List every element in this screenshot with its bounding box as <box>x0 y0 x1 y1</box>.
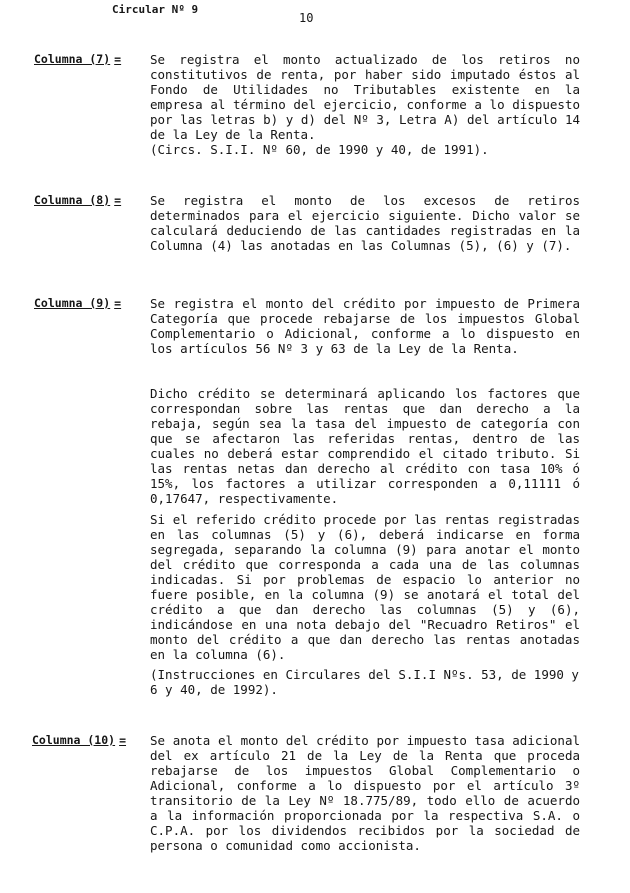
equals-sign: = <box>119 733 127 747</box>
section-label-columna-7 <box>34 52 121 66</box>
section-label-text: Columna (8) <box>34 193 111 207</box>
section-7-citation: (Circs. S.I.I. Nº 60, de 1990 y 40, de 1991). <box>150 142 489 157</box>
equals-sign: = <box>114 296 122 310</box>
section-10-paragraph-1: Se anota el monto del crédito por impuesto tasa adicional del ex artículo 21 de la Ley de la Renta que proceda rebajarse de los impuestos Global Complementario o Adicional, conforme a lo dispuesto por el artículo 3º transitorio de la Ley Nº 18.775/89, todo ello de acuerdo a la información proporcionada por la respectiva S.A. o C.P.A. por los dividendos recibidos por la sociedad de persona o comunidad como accionista. <box>150 733 580 853</box>
section-label-text: Columna (10) <box>32 733 116 747</box>
section-9-paragraph-1: Se registra el monto del crédito por impuesto de Primera Categoría que procede rebajarse de los impuestos Global Complementario o Adicional, conforme a lo dispuesto en los artículos 56 Nº 3 y 63 de la Ley de la Renta. <box>150 296 580 356</box>
equals-sign: = <box>114 193 122 207</box>
page-number: 10 <box>299 11 314 25</box>
section-label-text: Columna (7) <box>34 52 111 66</box>
section-9-paragraph-3: Si el referido crédito procede por las rentas registradas en las columnas (5) y (6), deberá indicarse en forma segregada, separando la columna (9) para anotar el monto del crédito que corresponda a cada una de las columnas indicadas. Si por problemas de espacio lo anterior no fuere posible, en la columna (9) se anotará el total del crédito a que dan derecho las columnas (5) y (6), indicándose en una nota debajo del "Recuadro Retiros" el monto del crédito a que dan derecho las rentas anotadas en la columna (6). <box>150 512 580 662</box>
section-label-columna-10 <box>32 733 126 747</box>
section-9-paragraph-2: Dicho crédito se determinará aplicando los factores que correspondan sobre las rentas que dan derecho a la rebaja, según sea la tasa del impuesto de categoría con que se afectaron las referidas rentas, dentro de las cuales no deberá estar comprendido el citado tributo. Si las rentas netas dan derecho al crédito con tasa 10% ó 15%, los factores a utilizar corresponden a 0,11111 ó 0,17647, respectivamente. <box>150 386 580 506</box>
section-7-paragraph-1: Se registra el monto actualizado de los retiros no constitutivos de renta, por haber sido imputado éstos al Fondo de Utilidades no Tributables existente en la empresa al término del ejercicio, conforme a lo dispuesto por las letras b) y d) del Nº 3, Letra A) del artículo 14 de la Ley de la Renta. <box>150 52 580 142</box>
section-8-paragraph-1: Se registra el monto de los excesos de retiros determinados para el ejercicio siguiente. Dicho valor se calculará deduciendo de las cantidades registradas en la Columna (4) las anotadas en las Columnas (5), (6) y (7). <box>150 193 580 253</box>
circular-header: Circular Nº 9 <box>112 3 199 16</box>
equals-sign: = <box>114 52 122 66</box>
section-label-columna-8 <box>34 193 121 207</box>
section-label-text: Columna (9) <box>34 296 111 310</box>
section-9-citation: (Instrucciones en Circulares del S.I.I Nºs. 53, de 1990 y 6 y 40, de 1992). <box>150 667 579 697</box>
section-label-columna-9 <box>34 296 121 310</box>
